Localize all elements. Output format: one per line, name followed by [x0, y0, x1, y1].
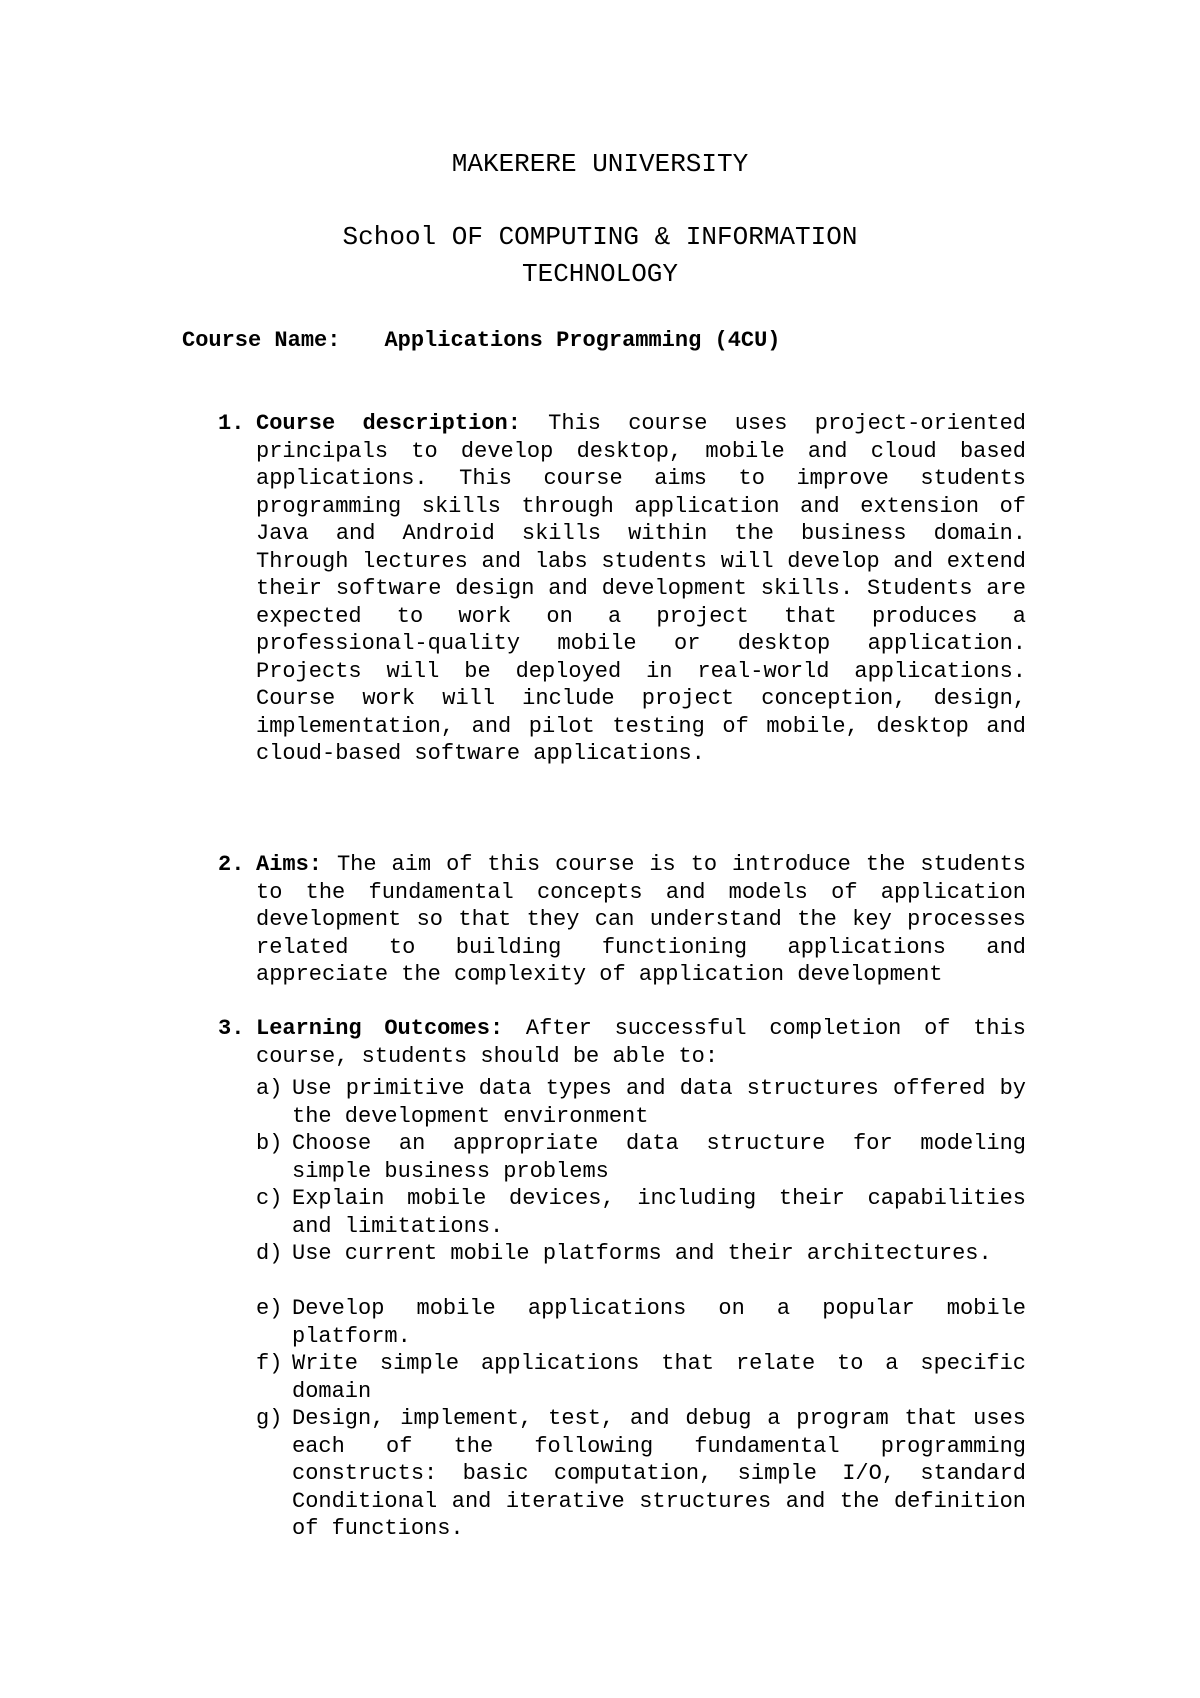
list-item-marker: d)	[256, 1241, 283, 1266]
list-item	[0, 1130, 1200, 1185]
section-heading: Aims:	[256, 852, 323, 877]
list-item-marker: b)	[256, 1131, 283, 1156]
outcomes-list	[0, 1075, 1200, 1545]
list-item-marker: g)	[256, 1406, 283, 1431]
school-title-line2: TECHNOLOGY	[521, 259, 679, 289]
list-item-text: Explain mobile devices, including their capabilities and limitations.	[292, 1186, 1026, 1239]
list-item-text: Use current mobile platforms and their architectures.	[292, 1241, 992, 1266]
list-item-text: Write simple applications that relate to a specific domain	[292, 1351, 1026, 1404]
section-number: 2.	[218, 852, 245, 877]
section-body	[256, 1015, 1026, 1070]
section-heading: Learning Outcomes:	[256, 1016, 504, 1041]
list-item	[0, 1405, 1200, 1545]
list-item	[0, 1350, 1200, 1405]
course-name-value: Applications Programming (4CU)	[384, 328, 781, 353]
list-item	[0, 1075, 1200, 1130]
section-text: After successful completion of this course, students should be able to:	[256, 1016, 1026, 1069]
section-text: The aim of this course is to introduce the students to the fundamental concepts and models of application development so that they can understand the key processes related to building functioning applications and appreciate the complexity of application development	[256, 852, 1026, 987]
course-name-line	[182, 327, 781, 355]
list-item-text: Use primitive data types and data structures offered by the development environment	[292, 1076, 1026, 1129]
section-heading: Course description:	[256, 411, 521, 436]
list-item	[0, 1240, 1200, 1295]
university-title: MAKERERE UNIVERSITY	[451, 149, 749, 179]
list-item-text: Develop mobile applications on a popular mobile platform.	[292, 1296, 1026, 1349]
list-item-marker: f)	[256, 1351, 283, 1376]
section-text: This course uses project-oriented principals to develop desktop, mobile and cloud based applications. This course aims to improve students programming skills through application and extension of Java and Android skills within the business domain. Through lectures and labs students will develop and extend their software design and development skills. Students are expected to work on a project that produces a professional-quality mobile or desktop application. Projects will be deployed in real-world applications. Course work will include project conception, design, implementation, and pilot testing of mobile, desktop and cloud-based software applications.	[256, 411, 1027, 766]
list-item	[0, 1185, 1200, 1240]
list-item	[0, 1295, 1200, 1350]
section-body	[256, 410, 1026, 768]
section-body	[256, 851, 1026, 989]
course-name-label: Course Name:	[182, 328, 341, 353]
list-item-marker: e)	[256, 1296, 283, 1321]
section-number: 3.	[218, 1016, 245, 1041]
list-item-text: Choose an appropriate data structure for modeling simple business problems	[292, 1131, 1026, 1184]
list-item-text: Design, implement, test, and debug a program that uses each of the following fundamental programming constructs: basic computation, simple I/O, standard Conditional and iterative structures and the definition of functions.	[292, 1406, 1026, 1541]
list-item-marker: c)	[256, 1186, 283, 1211]
school-title-line1: School OF COMPUTING & INFORMATION	[342, 222, 858, 252]
list-item-marker: a)	[256, 1076, 283, 1101]
section-number: 1.	[218, 411, 245, 436]
